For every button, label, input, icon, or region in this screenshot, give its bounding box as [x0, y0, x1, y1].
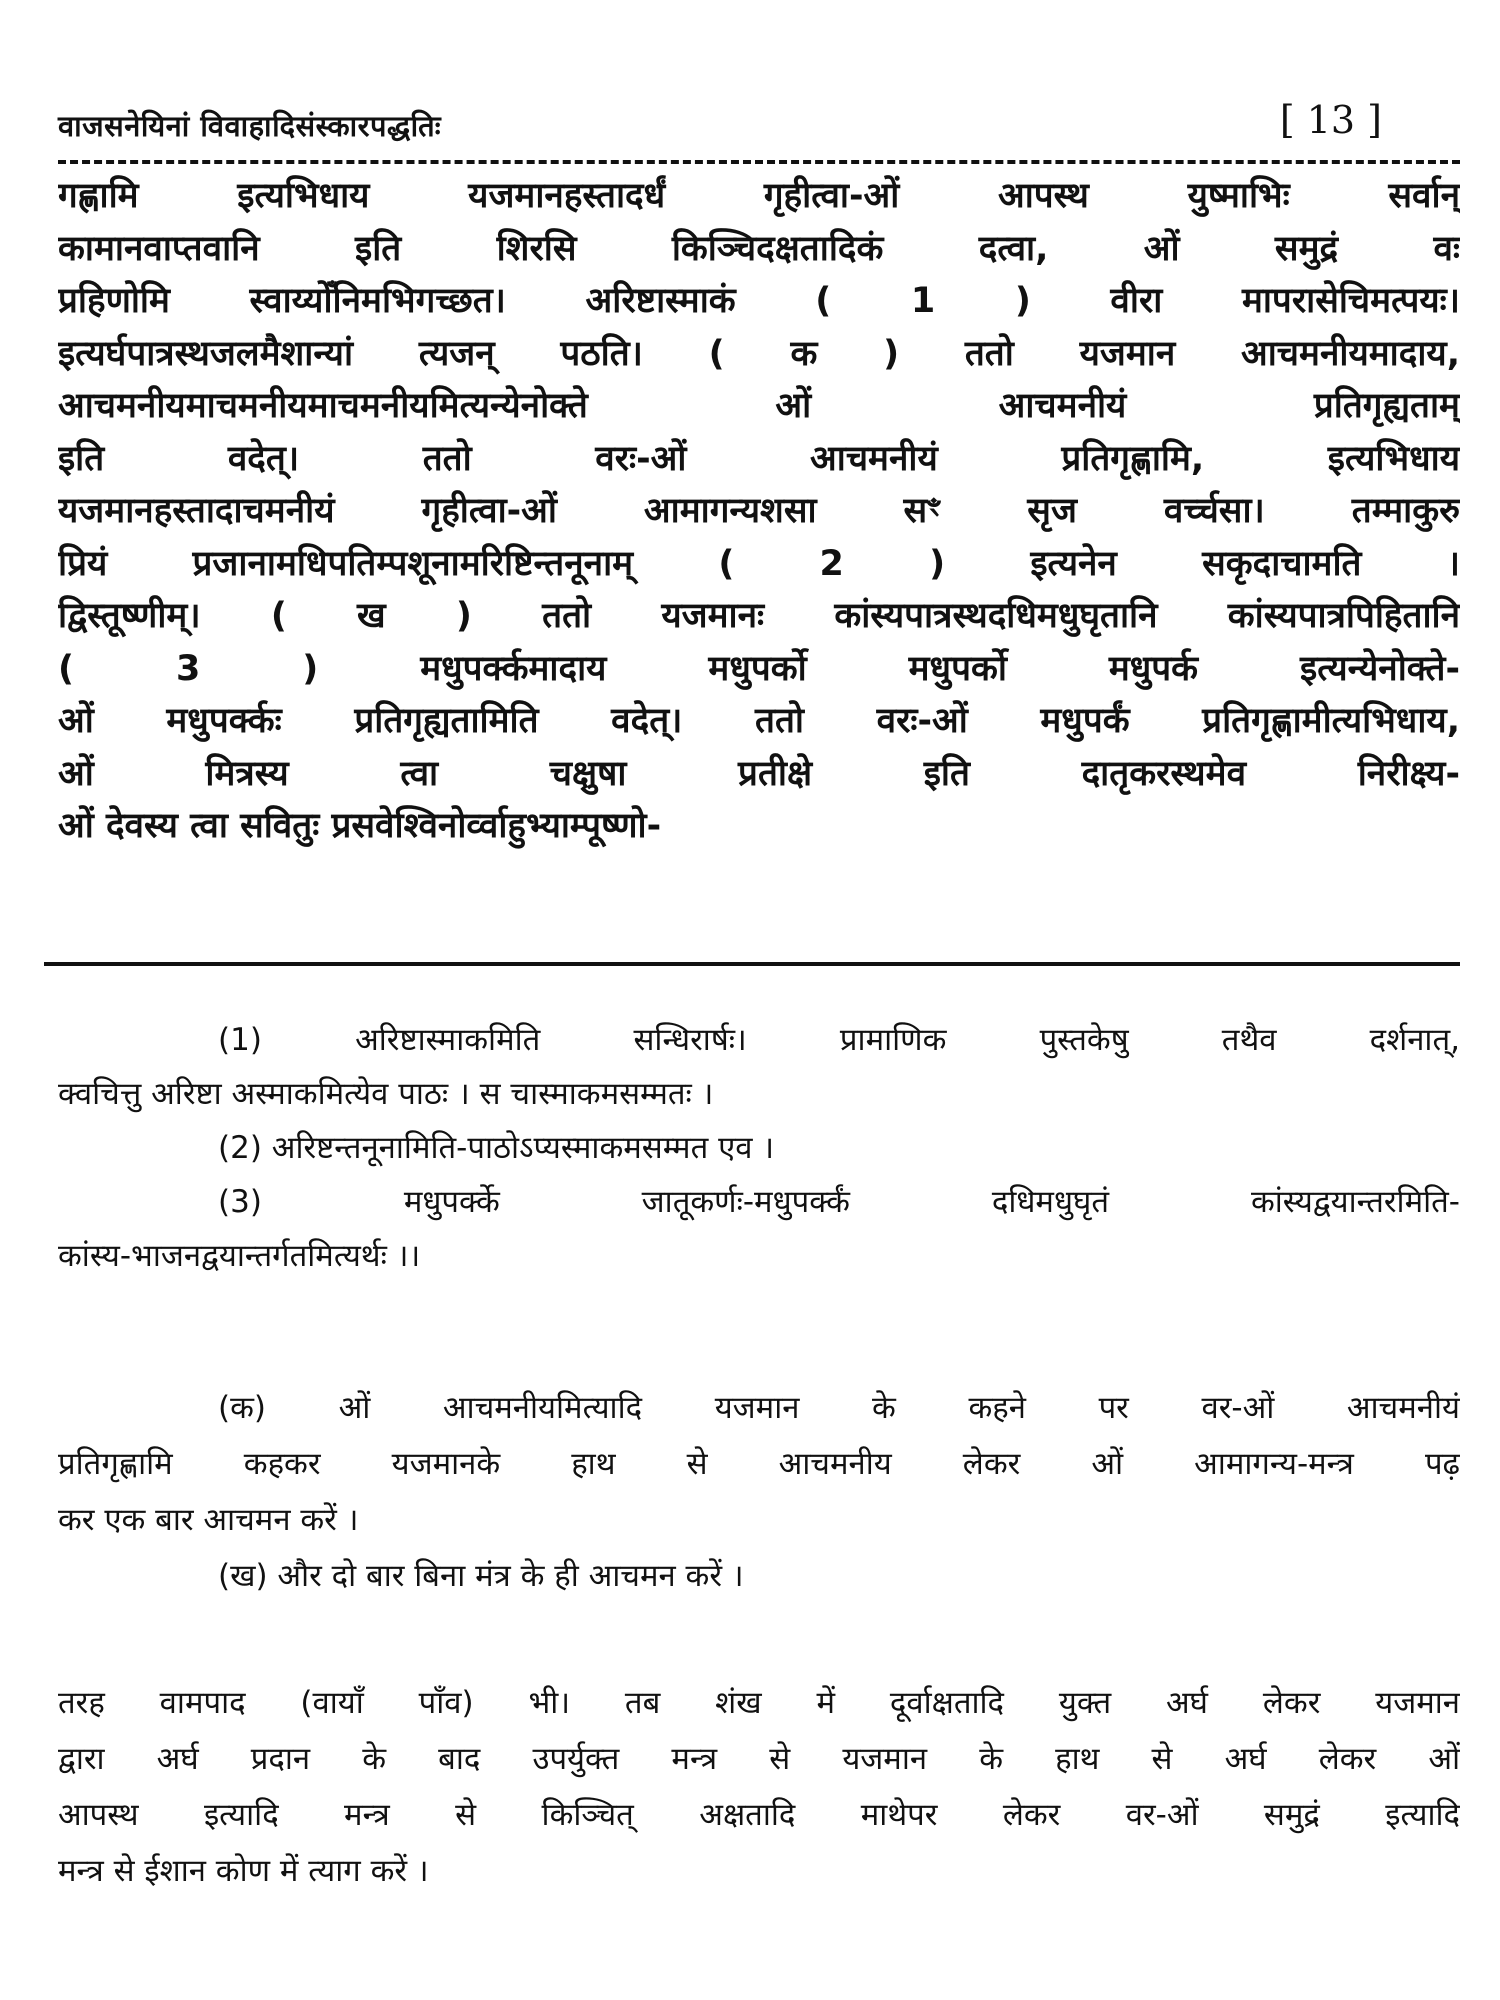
sanskrit-footnotes: [58, 1013, 1460, 1283]
hindi-paragraph: [58, 1675, 1460, 1899]
footnote-1: (1) अरिष्टास्माकमिति सन्धिरार्षः। प्रामाणिक पुस्तकेषु तथैव दर्शनात्,: [218, 1022, 1460, 1058]
main-text-line: ओं मधुपर्क्कः प्रतिगृह्यतामिति वदेत्। ततो वरः-ओं मधुपर्कं प्रतिगृह्णामीत्यभिधाय,: [58, 701, 1460, 741]
paragraph-line: द्वारा अर्घ प्रदान के बाद उपर्युक्त मन्त्र से यजमान के हाथ से अर्घ लेकर ओं: [58, 1741, 1460, 1777]
main-text-line: आचमनीयमाचमनीयमाचमनीयमित्यन्येनोक्ते ओं आचमनीयं प्रतिगृह्यताम्: [58, 386, 1460, 426]
note-kha: (ख) और दो बार बिना मंत्र के ही आचमन करें ।: [218, 1558, 744, 1594]
main-text-line: प्रियं प्रजानामधिपतिम्पशूनामरिष्टिन्तनूनाम् ( 2 ) इत्यनेन सकृदाचामति ।: [58, 543, 1460, 584]
header-dashed-divider: [58, 160, 1460, 164]
main-text-line: इत्यर्घपात्रस्थजलमैशान्यां त्यजन् पठति। ( क ) ततो यजमान आचमनीयमादाय,: [58, 333, 1460, 374]
note-ka: (क) ओं आचमनीयमित्यादि यजमान के कहने पर वर-ओं आचमनीयं: [218, 1390, 1460, 1426]
main-text-line: यजमानहस्तादाचमनीयं गृहीत्वा-ओं आमागन्यशसा सꣳ सृज वर्च्चसा। तम्माकुरु: [58, 491, 1460, 531]
main-text-line: ओं मित्रस्य त्वा चक्षुषा प्रतीक्षे इति दातृकरस्थमेव निरीक्ष्य-: [58, 753, 1460, 794]
main-text-line: गह्णामि इत्यभिधाय यजमानहस्तादर्धं गृहीत्वा-ओं आपस्थ युष्माभिः सर्वान्: [58, 176, 1460, 216]
main-text-line: इति वदेत्। ततो वरः-ओं आचमनीयं प्रतिगृह्णामि, इत्यभिधाय: [58, 438, 1460, 479]
page-header: [58, 98, 1442, 152]
footnote-3-continuation: कांस्य-भाजनद्वयान्तर्गतमित्यर्थः ।।: [58, 1238, 421, 1274]
main-text-line: कामानवाप्तवानि इति शिरसि किञ्चिदक्षतादिकं दत्वा, ओं समुद्रं वः: [58, 228, 1460, 269]
paragraph-line: आपस्थ इत्यादि मन्त्र से किञ्चित् अक्षतादि माथेपर लेकर वर-ओं समुद्रं इत्यादि: [58, 1797, 1460, 1833]
paragraph-line: मन्त्र से ईशान कोण में त्याग करें ।: [58, 1853, 429, 1889]
footnote-3: (3) मधुपर्क्के जातूकर्णः-मधुपर्क्कं दधिमधुघृतं कांस्यद्वयान्तरमिति-: [218, 1184, 1460, 1220]
main-text-line: ( 3 ) मधुपर्क्कमादाय मधुपर्को मधुपर्को मधुपर्क इत्यन्येनोक्ते-: [58, 648, 1460, 689]
main-text-line: प्रहिणोमि स्वाय्योँनिमभिगच्छत। अरिष्टास्माकं ( 1 ) वीरा मापरासेचिमत्पयः।: [58, 281, 1460, 321]
note-ka-continuation: प्रतिगृह्णामि कहकर यजमानके हाथ से आचमनीय लेकर ओं आमागन्य-मन्त्र पढ़: [58, 1446, 1460, 1482]
hindi-notes: [58, 1380, 1460, 1604]
main-text-line: द्विस्तूष्णीम्। ( ख ) ततो यजमानः कांस्यपात्रस्थदधिमधुघृतानि कांस्यपात्रपिहितानि: [58, 596, 1460, 636]
main-text-line: ओं देवस्य त्वा सवितुः प्रसवेश्विनोर्व्वाहुभ्याम्पूष्णो-: [58, 806, 662, 846]
paragraph-line: तरह वामपाद (वायाँ पाँव) भी। तब शंख में दूर्वाक्षतादि युक्त अर्घ लेकर यजमान: [58, 1685, 1460, 1721]
running-title: वाजसनेयिनां विवाहादिसंस्कारपद्धतिः: [58, 109, 442, 143]
note-ka-continuation: कर एक बार आचमन करें ।: [58, 1502, 359, 1538]
main-sanskrit-text: [58, 170, 1460, 853]
page-number: [ 13 ]: [1279, 98, 1382, 142]
footnote-2: (2) अरिष्टन्तनूनामिति-पाठोऽप्यस्माकमसम्मत एव ।: [218, 1130, 775, 1166]
footnote-1-continuation: क्वचित्तु अरिष्टा अस्माकमित्येव पाठः । स चास्माकमसम्मतः ।: [58, 1076, 714, 1112]
footnote-divider: [44, 962, 1460, 966]
